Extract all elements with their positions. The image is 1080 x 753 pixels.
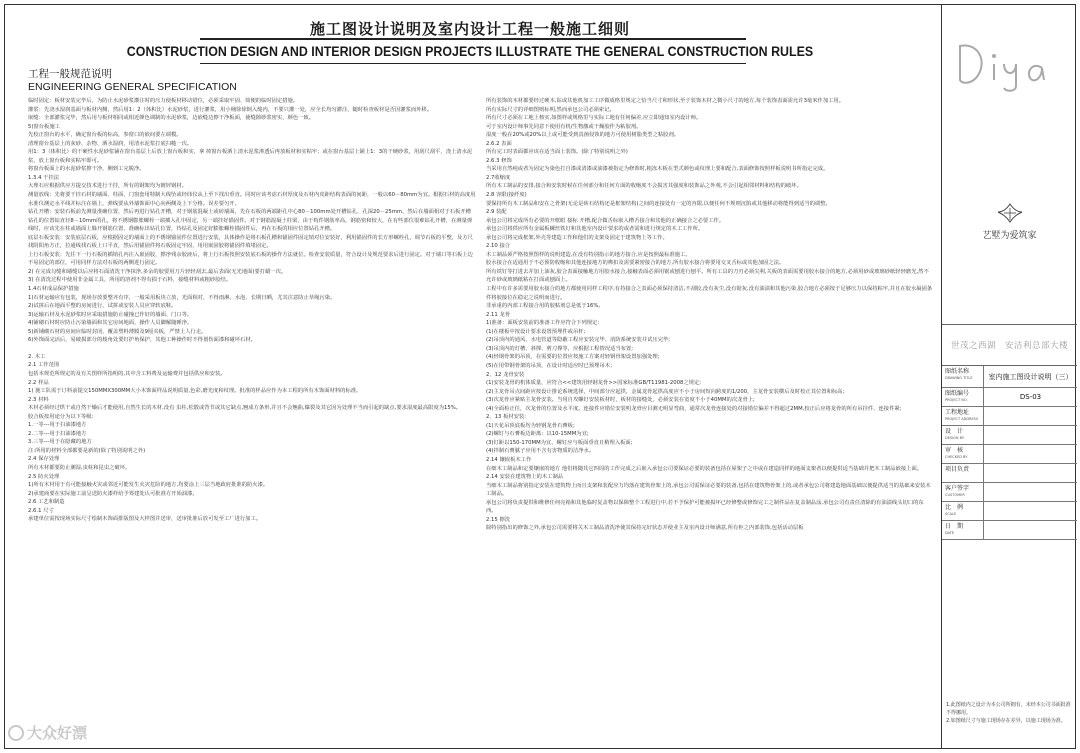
paragraph: 2.二等---用于扫油漆地方 (28, 430, 87, 437)
paragraph: 所有实际尺寸的详细图则标明,然而承包公司必须索记。 (486, 106, 615, 113)
paragraph: (1)天花吊顶底板均为轻钢龙骨石膏板; (486, 422, 575, 429)
paragraph: 除特别指出的修饰之外,承包公司需要将关木工制品清洗净使其保持完好状态并使业主及室内设计师满意,所有柜之内部装饰,包括活动层板 (486, 525, 804, 532)
paragraph: 非承重的内部工程接合用的胶粘剂总是低于16%。 (486, 303, 604, 310)
paragraph: 2.11 龙骨 (486, 311, 511, 318)
paragraph: (2)吊顶内的通风、水电管道等隐蔽工程应安装完毕、消防系统安装并试压完毕; (486, 337, 671, 344)
title-block-row (942, 483, 1077, 502)
paragraph: 大理石应根据供应方提交技术进行干挂，所有的钢架均为镀锌钢材。 (28, 183, 187, 190)
title-block-value: DS-03 (1019, 393, 1042, 401)
watermark-text: 大众好漂 (27, 724, 88, 742)
left-column (28, 97, 476, 533)
paragraph: 5)窗台板施工 (28, 123, 60, 130)
paragraph: 2) 在完成勾缝和墙缝以后应将石面清洗干净抹净,多余的胶要用刀片轻轻刮去,最后表面(无光地面)要打蜡一次。 (28, 268, 287, 275)
title-block-label (942, 483, 984, 501)
title-block-value (984, 407, 1077, 425)
paragraph: 承包公司将完成框架,外壳等建造工作和他们的支架及固定于建筑物上等工作。 (486, 234, 668, 241)
title-block-row (942, 464, 1077, 483)
title-block-row (942, 366, 1077, 388)
watermark (8, 722, 87, 743)
title-block-value (984, 502, 1077, 520)
paragraph: (3)钉距以150-170MM为宜，螺钉应与板面垂直且稍埋入板面; (486, 439, 633, 446)
title-block-label-cn: 客户签字 (945, 485, 970, 492)
paragraph: 2、12 龙骨安装 (486, 371, 525, 378)
title-block-label-en: PROJECT ADDRESS (945, 416, 979, 421)
paragraph: 注:所用的材料全部都要是新的(除了特别说明之外) (28, 447, 146, 454)
title-block-row (942, 521, 1077, 540)
note-line: 1.此图纸内之设计为本公司所拥有，未经本公司书面批准不得挪用。 (946, 702, 1071, 716)
title-block-label-en: CUSTOMER (945, 492, 965, 497)
title-block-label-cn: 比 例 (945, 504, 964, 511)
title-block-label (942, 366, 984, 387)
title-block-label-en: SCALE (945, 511, 957, 516)
title-block-row (942, 502, 1077, 521)
paragraph: 2.14 镶嵌板木工作 (486, 456, 532, 463)
paragraph: 1)石材运输应有包装，现场存放要整齐有序，一般采用板块立放，光面相对，不得雨淋、水泡、长期日晒，尤其注意防止草绳污染。 (28, 294, 336, 301)
title-block-table (942, 366, 1077, 540)
paragraph: 2.6.1 尺寸 (28, 507, 54, 514)
paragraph: 1.4石材成品保护措施 (28, 286, 79, 293)
title-block-row (942, 426, 1077, 445)
paragraph: (3)吊顶内的灯槽、斜撑、剪刀撑等，应根据工程情况适当布置; (486, 345, 634, 352)
paragraph: 2)试拼后在地面平整的房间进行，试拼或安装人员应穿软底鞋。 (28, 303, 177, 310)
section-title-en: ENGINEERING GENERAL SPECIFICATION (28, 81, 237, 93)
title-block-label (942, 464, 984, 482)
paragraph: 6)外饰面完活后，易破损部分的棱角处要钉护角保护，其他工种操作时不得划伤面漆和碰坏石材。 (28, 337, 256, 344)
paragraph: 所有木工制品的安排,接合和安装时候在任何部分和任何方面的收缩度不会损害其强度和装饰品之外观,不会引起相邻材料和结构的破坏。 (486, 183, 802, 190)
paragraph: 承包公司将负责提供和维修任何亮箱和其他临时复盖物以保障整个工程进行中,若不予保护可能被损坏已经修整或修饰完工之制件品在复盖制品涂,承包公司有责任清除的有油渍线头切口的东西。 (486, 499, 924, 515)
title-block-row (942, 407, 1077, 426)
project-slogan: 世茂之西湖 安洁利总部大楼 (950, 341, 1068, 351)
paragraph: (1)安装龙骨的机体质量，应符合<<建筑用轻钢龙骨>>国家标准GB/T11981-2008之规定; (486, 380, 702, 387)
paragraph: 1.一等---用于扫油漆地方 (28, 422, 87, 429)
paragraph: 测量放线：先将要干挂石材的墙面、柱面、门窗套用特制大线坠或经纬仪从上至下找出垂直。同时应该考虑石材厚度及石材内皮距结构表面的间距，一般以60－80mm为宜。根据石材的高度用水准仪测定水平线并标注在墙上，弹线要从外墙饰面中心向两侧及上下分格。误差要匀开。 (28, 192, 476, 207)
title-block-label (942, 445, 984, 463)
main-content (28, 68, 934, 738)
title-block-label (942, 407, 984, 425)
paragraph: 木材必须经过烘干或自然干燥后才能使用,自然生长的木材,没有 虫柱,松散或背节或其它缺点,翘成方条形,并且不会翘曲,爆裂及其它因为处理不当而引起的缺点,要求湿度最高限度为15%。 (28, 405, 462, 412)
paragraph: 先校正窗台的水平，确定窗台板的标高，参窗口的嵌间要左调模。 (28, 132, 182, 139)
paragraph: 用1：3（体积比）的干硬性水泥砂浆铺在窗台基层上后放上窗台板和实，拿 掉窗台板洒上清水泥浆渗透后再放板材和实粘牢；或在窗台基层上铺上1：3的干硬砂浆，用刮尺刮平，浇上清水泥浆，放上窗台板和实粘牢即可。 (28, 149, 473, 164)
title-block-label-en: DRAWING TITLE (945, 375, 973, 380)
diya-logo (942, 34, 1077, 105)
title-block-value: 室内施工图设计说明（三） (988, 372, 1073, 381)
title-block-value (984, 426, 1077, 444)
paragraph: 1)所有木材用于有可能接触火灾或邻近可能发生火灾危险的地方,均要涂上三层当地政府批准的防火漆。 (28, 482, 269, 489)
paragraph: 2、13 板材安装: (486, 414, 527, 421)
paragraph: 嵌缝：全部灌浆完毕，然后用与板材相同或相近颜色调制的水泥砂浆，边嵌缝边擦干净板面，使缝隙砂浆密实，颜色一致。 (28, 115, 315, 122)
paragraph: 钻孔开槽：安装石板前先测量准确位置，然后再进行钻孔开槽，对于钢筋混凝土或砖墙面，先在石板的两端距孔中心80－100mm处开槽钻孔，孔深20－25mm，然后在墙面相对于石板开槽钻孔的位置钻直径8－10mm的孔，将不锈钢膨胀螺栓一端插入孔中固定，另一端挂好锚固件。对于钢筋混凝土柱梁，由于构件钢筋率高，钢筋密和较大，在有些部位很难钻孔开槽，在测量弹线时，应该先在柱或墙面上躲开钢筋位置，准确标出钻孔位置，待钻孔及固定好膨胀螺栓锚固件后，再在石板的相应位置钻孔开槽。 (28, 209, 473, 233)
paragraph: 2.2 样品 (28, 379, 49, 386)
paragraph: 2.6.3 修饰 (486, 157, 512, 164)
section-title-cn: 工程一般规范说明 (28, 68, 112, 80)
title-block-label-cn: 项目负责 (945, 466, 970, 473)
page-title-en: CONSTRUCTION DESIGN AND INTERIOR DESIGN PROJECTS ILLUSTRATE THE GENERAL CONSTRUCTION RULES (126, 44, 814, 59)
paragraph: 将窗台板面上的水泥砂浆擦干净，侧到工完脱净。 (28, 166, 145, 173)
paragraph: 当细木工制品将别指定安装在建筑物上而且支架和装配应力均落在建筑骨架上的,承包公司需保证必要的装备,包括在建筑物骨架上的,或者承包公司将建造地面基础以便提供适当的基础来安装木工制品。 (486, 482, 931, 498)
paragraph: (1)在楼板中按设计要求设置预埋件或吊杆; (486, 328, 586, 335)
paragraph: (3)次龙骨应紧贴主龙骨安装。当用自攻螺钉安装板材时，板材的接缝处，必须安装在宽度不小于40MM的次龙骨上; (486, 397, 755, 404)
project-slogan-box (942, 324, 1077, 366)
text-columns (28, 97, 934, 533)
paragraph: 胶合板按用途分为以下等级: (28, 413, 94, 420)
paragraph: 1.3.4 干挂法 (28, 174, 60, 181)
title-block-label-cn: 审 核 (945, 447, 964, 454)
paragraph: 要保持所有木工制品和安在之骨架(无论是砖石结构还是框架结构)之间的连接处有一定的容限,以便任何不规则沉陷或其他移动将能得到适当的调整。 (486, 200, 831, 207)
note-line: 2.如图纸尺寸与施工现场存在差异，以施工现场为准。 (946, 718, 1066, 724)
paragraph: 5)新铺砌石材的房间应临时封闭，覆盖塑料薄膜及9厘夹板，严禁上人行走。 (28, 328, 207, 335)
paragraph: 2.4 保存处理 (28, 456, 60, 463)
paragraph: 1)准备：面板安装前的准备工作应符合下列规定: (486, 320, 600, 327)
right-column (486, 97, 934, 533)
paragraph: 木工制品须严格按照图样的说明建造,在没有特别指示的地方接合,应是按照最标准施工。 (486, 251, 691, 258)
paragraph: 所有木材都要防止潮湿,虫蛀和昆虫之破坏。 (28, 464, 131, 471)
paragraph: 清理窗台基层上的灰砂、杂物、洒水湿润，用清水泥浆打底扫糙一次。 (28, 140, 193, 147)
paragraph: 1) 施工队需于订料前提交150MMX300MM大小木饰面样品说明质量,色彩,磨光度和纹理。批准的样品应作为本工程的所有木饰面材料的标准。 (28, 388, 362, 395)
brand-emblem-icon (994, 202, 1026, 224)
diya-logo-mark (950, 34, 1070, 94)
paragraph: (4)轻钢骨架的吊顶，在需要的位置应按施工方案对轻钢骨架设置加强处理; (486, 354, 660, 361)
title-block-label (942, 502, 984, 520)
title-block-label-en: CHECKED BY (945, 454, 968, 459)
title-block-value (984, 464, 1077, 482)
paragraph: 工程中有许多需要用胶水接合的地方都使用同样工程序,有持接合之表面必须保持清洁,不刮胶,没有灰尘,没有锯灰,没有油渍和其他污染,胶合地方必须按于足够压力以保持粘牢,并且在胶水凝固条件将胶接位在稳定之说明而进行。 (486, 286, 933, 301)
title-block-label-en: DATE (945, 530, 955, 535)
watermark-icon (8, 725, 24, 741)
paragraph: 2)承建商要在实际施工前呈送防火漆样给予筹建处认可批准方开始油漆。 (28, 490, 198, 497)
paragraph: 可于室内设计师事先同意下使用有机/生物激或干燥胶作为粘胶剂。 (486, 123, 642, 130)
title-block-label-cn: 工程地址 (945, 409, 970, 416)
paragraph: 3.三等---用于在隐藏的地方 (28, 439, 92, 446)
paragraph: 3) 在清洗过程中使用非金属工具，所用的溶剂不得有损于石料，接缝材料或粗砂胶结。 (28, 277, 232, 284)
title-block-label-en: PROJECT NO. (945, 397, 968, 402)
title-block-label (942, 426, 984, 444)
paragraph: 2.10 接合 (486, 243, 511, 250)
paragraph: 上行石板安装：先往下一行石板的插销孔内注入嵌固胶，擦净残余胶液后，将上行石板按照安装底石板的操作方法就位。检查安装质量，符合设计及规范要求后进行固定。对于墙口等石板上边不易固定的部位，可用同样方法对石板的两侧进行固定。 (28, 251, 473, 267)
title-block-label (942, 521, 984, 539)
title-block-row (942, 388, 1077, 407)
page-title-cn: 施工图设计说明及室内设计工程一般施工细则 (309, 20, 630, 38)
paragraph: 所有完工时表面都应该在适当面上装饰。(除了特别说明之外) (486, 149, 628, 156)
paragraph: 胶水接合在适通用于不必预防收缩和其他连接地方的榫扣及需要紧密接合的地方,所有胶水接合将要用交叉舌标或其他加固之法。 (486, 260, 785, 267)
paragraph: 所有尺寸必须在工地上核实,如图样或规格里与实际工地有任何偏差,应立即通知室内设计师。 (486, 115, 702, 122)
paragraph: 在细木工制品和定要镶嵌的地方 他们将随其它四周的工作完成之后嵌入承包公司要保证必要的装备包括在屋架子之中或在建造同样的地面支架者以便提供适当基础并把木工制品嵌接上面。 (486, 465, 923, 472)
brand-name: 艺墅为爱筑家 (982, 231, 1037, 241)
paragraph: 承包公司将供应所有金属板螺丝铁钉和其他室内设计要求的或者需和进行规定的木工工作所。 (486, 226, 704, 233)
title-block (941, 4, 1076, 749)
title-block-notes (946, 701, 1074, 725)
title-rule-bottom (200, 63, 746, 64)
title-block-value (984, 521, 1077, 539)
title-block-row (942, 445, 1077, 464)
paragraph: 2.15 擦洗 (486, 516, 511, 523)
title-block-value (984, 445, 1077, 463)
title-block-label-cn: 日 期 (945, 523, 964, 530)
title-block-label-en: DESIGN BY (945, 435, 964, 440)
paragraph: 当采用自然纯或者为固定为染色打自漆或清漆或油漆被指定为修饰时,粗冻木板在型式颜色或纹理上要和配合,表面修饰按照样板说明书所指定完成。 (486, 166, 829, 173)
paragraph: 2.8 容限(接纤度) (486, 192, 527, 199)
paragraph: 2.14 安装在建筑物上的木工制品 (486, 474, 564, 481)
paragraph (28, 345, 476, 353)
title-block-label (942, 388, 984, 406)
paragraph: (4)全面检正任，次龙骨的位置及水平度。连接件应错位安装明龙骨应目测无明显弯曲，通常次龙骨连接处的对接错位偏差不得超过2MM,校正后应将龙骨的所有吊挂件、连接件紧; (486, 405, 902, 412)
paragraph: 2.6.2 表面 (486, 140, 512, 147)
paragraph: 承建单位需按现场实际尺寸绘制木饰面排版图及大样图并送审，送审批准后放可发至工厂进行加工。 (28, 516, 262, 523)
paragraph: 4)铺砌石材时应防止污染墙面和其它房间地面，操作人员脚解随睡净。 (28, 320, 193, 327)
paragraph: 承包公司将完成所有必要的开框眼 接标 开槽,配合做舌标嵌入槽舌接合和其他的正确接合之必要工作。 (486, 217, 725, 224)
paragraph: (4)拌制石膏腻子应用不含有害物质的洁净水。 (486, 448, 595, 455)
title-block-label-cn: 图纸编号 (945, 390, 970, 397)
paragraph: 2.7收缩度 (486, 174, 511, 181)
paragraph: 所有装饰的木材都要经过硬木,钻或其他机加工工序做成格里规定之恰当尺寸和形状,至于装饰木材之微小尺寸的地方,每个装饰表面需允许3毫米作加工用。 (486, 98, 845, 104)
paragraph: 湿度一般在20%或20%以上或可能受到真菌侵蚀的地方可使用树脂类型之粘胶剂。 (486, 132, 680, 139)
paragraph: 2. 木工 (28, 353, 46, 360)
paragraph: 灌浆：先浇水湿润基面与板材内侧，然后用1：2（体积比）水泥砂浆，进行灌浆，用小桶徐徐倒入缝内，不要只灌一处，应全长均匀灌注，随时检查板材是否因灌浆而外移。 (28, 106, 433, 113)
paragraph: 2.5 防火处理 (28, 473, 60, 480)
paragraph: 3)运输石材及水泥砂浆时应采取措施防止碰撞已作好的墙面、门口等。 (28, 311, 193, 318)
paragraph: 2.3 材料 (28, 396, 49, 403)
paragraph: 2.1 工作范围 (28, 362, 60, 369)
paragraph: 2.9 装配 (486, 209, 507, 216)
paragraph: 2.6 工艺和制造 (28, 499, 65, 506)
title-block-value (984, 483, 1077, 501)
paragraph: 临时固定：板材安装完毕后，为防止水泥砂浆灌注时的压力使板材移动错位，必须采取牢固、简便的临时固定措施。 (28, 98, 299, 104)
paragraph: (2)主龙骨吊点间距应按设计推论系统选择，中间部分应起拱，金属龙骨起拱高度应不小于房间短向跨度的1/200，主龙骨安装横后及时校正其位置和标高; (486, 388, 845, 395)
paragraph: 所有铁钉等打进去并加上油灰,胶合表面接触地方用胶水接合,接触表面必须用锯或刨进行刨平。所有工具的刀刃必须尖利,关板的表面需要用胶水接合的地方,必须用砂或玻璃砂纸轻轻磨光,然不允许砂或玻璃纸粘在打面或刨面上。 (486, 268, 929, 284)
paragraph: 包括本规范所规定的及有关图样所指明的,其中含工料费及运输费并包括供应和安装。 (28, 370, 226, 377)
title-block-label-cn: 设 计 (945, 428, 964, 435)
title-rule-top (200, 38, 746, 40)
paragraph: (5)在用带钢骨架的吊顶，在设计时适应时已预埋吊木； (486, 362, 616, 369)
paragraph: (2)螺钉与石膏板边距离：以10-15MM为宜; (486, 431, 589, 438)
paragraph: 底层石板安装：安装底层石板，应根据固定的墙面上的不锈钢锚固件位置进行安装，具体操作是将石板孔槽和锚固件固定销对位安装好，利用锚固件的长方形螺栓孔，调节石板的平整，及方尺找阴阳角方正，拉通线找石板上口平直，然后用锚固件将石板固定牢固，用用嵌固胶将锚固件填堵固定。 (28, 234, 473, 250)
title-block-label-cn: 图纸名称 (945, 368, 970, 375)
